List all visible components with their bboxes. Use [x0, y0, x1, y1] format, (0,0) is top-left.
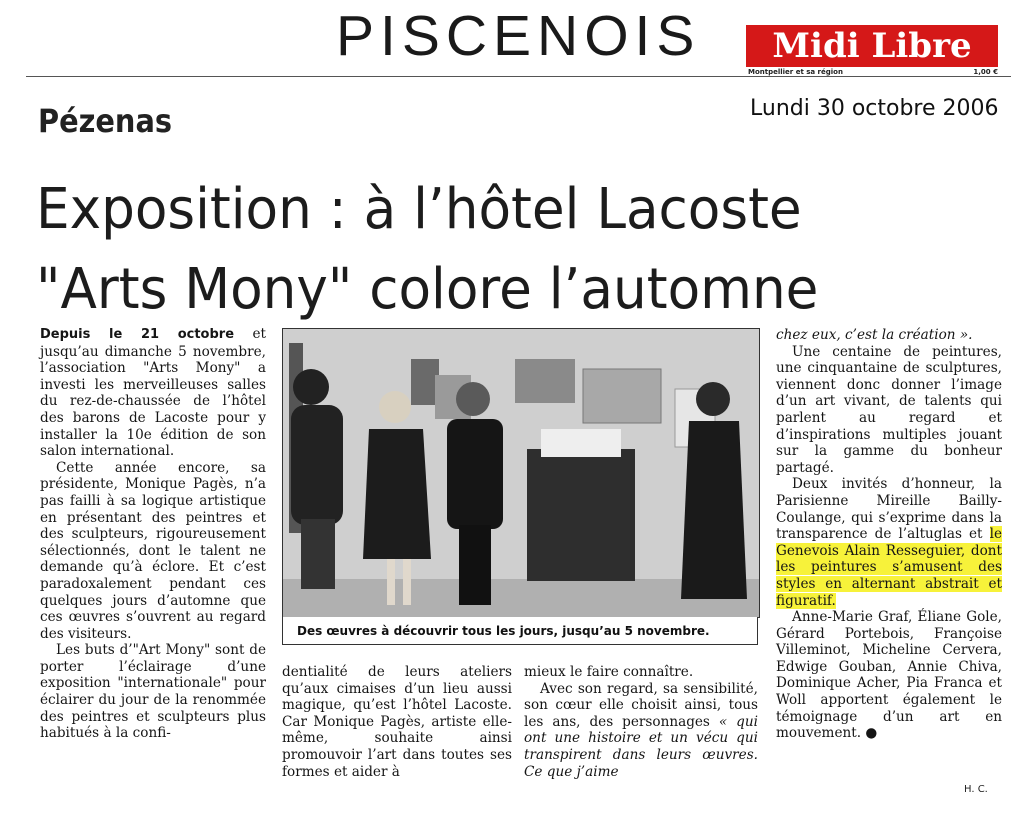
quote-text: « qui ont une histoire et un vécu qui transpirent dans leurs œuvres. Ce que j’aime	[524, 713, 758, 780]
paragraph-3: Les buts d’"Art Mony" sont de porter l’éclairage d’une exposition "internationale" pour éclairer du jour de la renommée des peintres et sculpteurs plus habitués à la confi-	[40, 642, 266, 742]
photo-illustration	[283, 329, 759, 617]
headline-line-1: Exposition : à l’hôtel Lacoste	[36, 177, 802, 242]
logo-sub-region: Montpellier et sa région	[748, 68, 843, 76]
logo-subline	[748, 68, 998, 76]
paragraph-7: Une centaine de peintures, une cinquantaine de sculptures, viennent donc donner l’image d’un art vivant, de talents qui parlent au regard et d’inspirations multiples jouant sur la gamme du bonheur partagé.	[776, 343, 1002, 476]
paragraph-8-text: Deux invités d’honneur, la Parisienne Mireille Bailly-Coulange, qui s’exprime dans la transparence de l’altuglas et	[776, 476, 1002, 543]
paragraph-2: Cette année encore, sa présidente, Monique Pagès, n’a pas failli à sa logique artistique en présentant des peintres et des sculpteurs, rigoureusement sélectionnés, dont le talent ne demande qu’à éclore. Et c’est paradoxalement pendant ces quelques jours d’automne que ces œuvres s’ouvrent au regard des visiteurs.	[40, 459, 266, 642]
quote-end: chez eux, c’est la création ».	[776, 327, 973, 343]
photo-caption: Des œuvres à découvrir tous les jours, jusqu’au 5 novembre.	[282, 617, 758, 645]
paragraph-6-text: Avec son regard, sa sensibilité, son cœur elle choisit ainsi, tous les ans, des personnages	[524, 680, 758, 730]
article-column-1	[40, 326, 266, 742]
publication-date: Lundi 30 octobre 2006	[750, 96, 999, 121]
author-signature: H. C.	[964, 784, 988, 795]
article-lead: Depuis le 21 octobre	[40, 327, 235, 342]
section-name: PISCENOIS	[336, 4, 701, 68]
paragraph-5: mieux le faire connaître.	[524, 664, 694, 680]
exhibition-photo	[282, 328, 760, 618]
paragraph-9: Anne-Marie Graf, Éliane Gole, Gérard Portebois, Françoise Villeminot, Micheline Cervera, Edwige Gouban, Annie Chiva, Dominique Acher, Pia Franca et Woll apportent également le témoignage d’un art en mouvement. ●	[776, 609, 1002, 742]
article-column-2	[282, 664, 512, 780]
article-column-3	[524, 664, 758, 780]
logo-sub-price: 1,00 €	[973, 68, 998, 76]
headline-line-2: "Arts Mony" colore l’automne	[36, 257, 819, 322]
town-kicker: Pézenas	[38, 102, 173, 140]
highlighted-passage: le Genevois Alain Resseguier, dont les peintures s’amusent des styles en alternant abstrait et figuratif.	[776, 526, 1002, 609]
headline	[36, 170, 818, 330]
logo-text: Midi Libre	[772, 26, 972, 66]
midi-libre-logo	[746, 25, 1000, 83]
paragraph-4: dentialité de leurs ateliers qu’aux cimaises d’un lieu aussi magique, qu’est l’hôtel Lacoste. Car Monique Pagès, artiste elle-même, souhaite ainsi promouvoir l’art dans toutes ses formes et aider à	[282, 664, 512, 780]
logo-box	[746, 25, 998, 67]
article-column-4	[776, 327, 1002, 742]
paragraph-1-text: et jusqu’au dimanche 5 novembre, l’association "Arts Mony" a investi les merveilleuses salles du rez-de-chaussée de l’hôtel des barons de Lacoste pour y installer la 10e édition de son salon international.	[40, 326, 266, 460]
